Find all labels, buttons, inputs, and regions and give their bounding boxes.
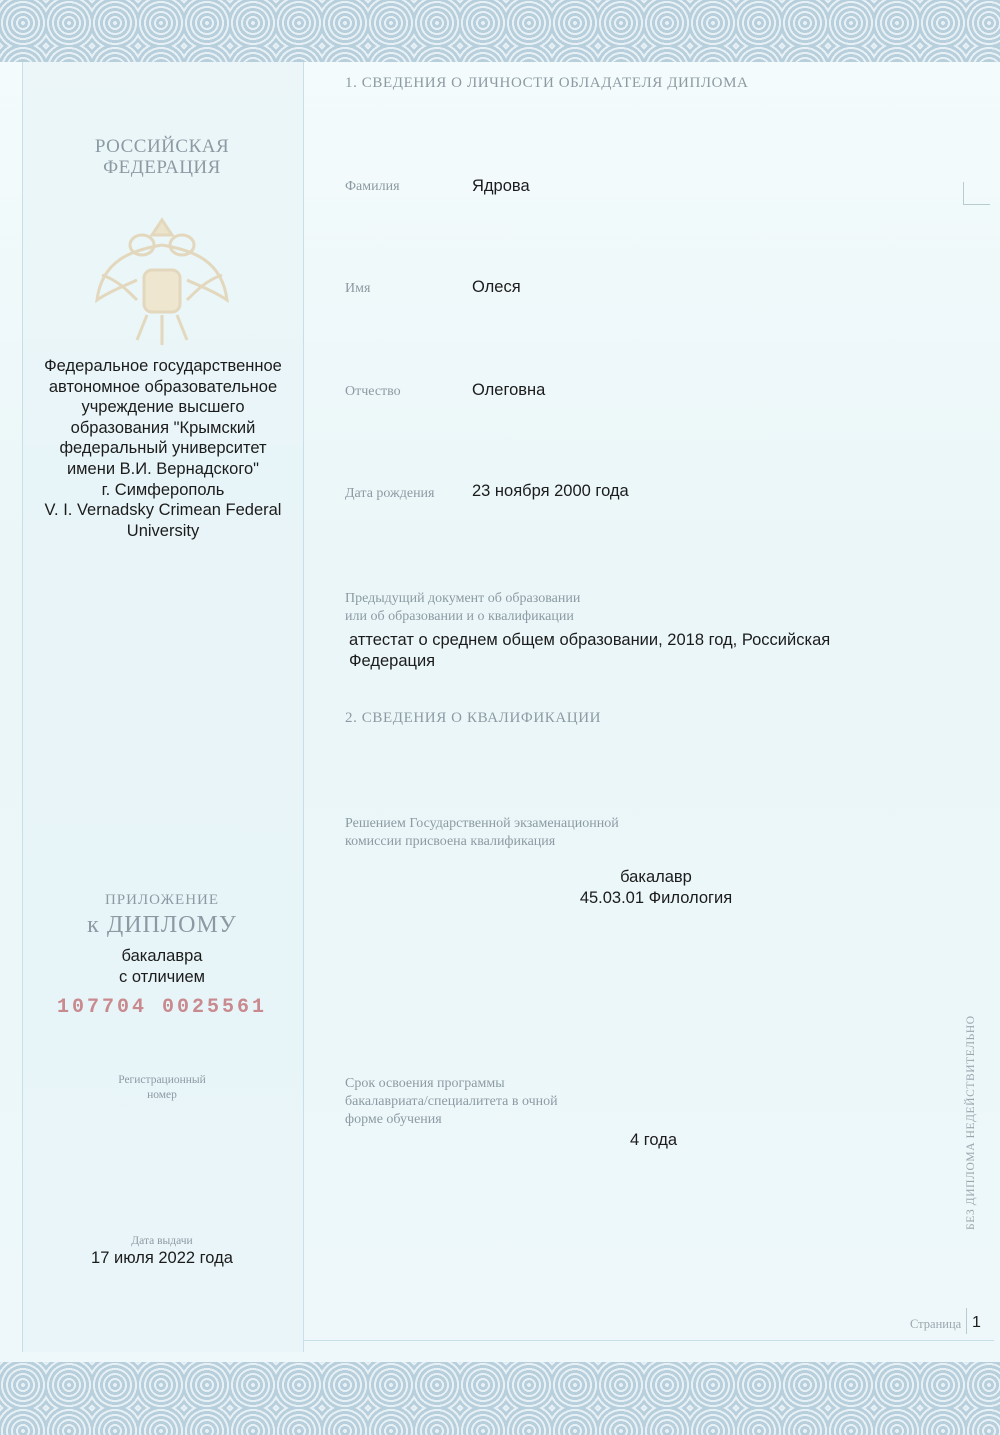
prev-doc-line: аттестат о среднем общем образовании, 2018 год, Российская (349, 631, 831, 649)
page-label: Страница (910, 1317, 962, 1331)
serial-number: 107704 0025561 (56, 996, 268, 1019)
duration-value: 4 года (630, 1131, 678, 1149)
specialty-value: 45.03.01 Филология (579, 889, 733, 907)
decision-label-line: комиссии присвоена квалификация (345, 834, 556, 849)
previous-document-value (349, 630, 830, 672)
to-diploma-heading: к ДИПЛОМУ (87, 912, 237, 938)
previous-document-label (345, 590, 580, 626)
country-line-1: РОССИЙСКАЯ (94, 136, 230, 157)
prev-doc-label-line: или об образовании и о квалификации (345, 609, 574, 624)
birth-date-label: Дата рождения (345, 486, 435, 501)
bottom-border-line (304, 1340, 994, 1341)
org-line: имени В.И. Вернадского" (66, 459, 260, 478)
reg-label-line: Регистрационный (118, 1074, 206, 1086)
corner-mark (963, 182, 990, 205)
page-tick (966, 1308, 967, 1334)
section1-title: 1. СВЕДЕНИЯ О ЛИЧНОСТИ ОБЛАДАТЕЛЯ ДИПЛОМА (345, 75, 749, 91)
birth-date-value: 23 ноября 2000 года (472, 482, 629, 500)
duration-label-line: форме обучения (345, 1112, 442, 1127)
coat-of-arms-emblem (92, 200, 232, 350)
issue-date-label: Дата выдачи (131, 1235, 193, 1247)
qualification-block (520, 867, 792, 909)
duration-label (345, 1075, 558, 1129)
issue-date: 17 июля 2022 года (91, 1249, 233, 1267)
surname-value: Ядрова (472, 177, 530, 195)
degree-line: бакалавра (121, 947, 203, 965)
prev-doc-line: Федерация (349, 652, 436, 670)
country-line-2: ФЕДЕРАЦИЯ (103, 157, 221, 178)
duration-label-line: бакалавриата/специалитета в очной (345, 1094, 558, 1109)
country-name (22, 136, 302, 178)
patronymic-value: Олеговна (472, 381, 546, 399)
prev-doc-label-line: Предыдущий документ об образовании (345, 591, 581, 606)
validity-side-text: БЕЗ ДИПЛОМА НЕДЕЙСТВИТЕЛЬНО (965, 1015, 977, 1230)
name-value: Олеся (472, 278, 521, 296)
org-line: University (126, 521, 200, 540)
top-security-band (0, 0, 1000, 62)
section2-title: 2. СВЕДЕНИЯ О КВАЛИФИКАЦИИ (345, 710, 602, 726)
org-line: г. Симферополь (101, 480, 225, 499)
surname-label: Фамилия (345, 179, 400, 194)
organization-name (22, 356, 304, 541)
degree-type (22, 946, 302, 988)
reg-label-line: номер (147, 1089, 177, 1101)
bottom-security-band (0, 1362, 1000, 1435)
org-line: автономное образовательное (48, 377, 278, 396)
registration-number-label (22, 1073, 302, 1103)
degree-line: с отличием (118, 968, 206, 986)
org-line: Федеральное государственное (44, 357, 282, 375)
org-line: учреждение высшего (81, 398, 245, 417)
org-line: образования "Крымский (70, 418, 256, 437)
duration-label-line: Срок освоения программы (345, 1076, 505, 1091)
qualification-value: бакалавр (620, 868, 692, 886)
decision-label-line: Решением Государственной экзаменационной (345, 816, 619, 831)
page-number: 1 (972, 1314, 981, 1331)
org-line: федеральный университет (59, 439, 267, 458)
org-line: V. I. Vernadsky Crimean Federal (44, 501, 282, 520)
patronymic-label: Отчество (345, 384, 401, 399)
supplement-heading: ПРИЛОЖЕНИЕ (104, 892, 220, 908)
qualification-decision-label (345, 815, 619, 851)
name-label: Имя (345, 281, 371, 296)
